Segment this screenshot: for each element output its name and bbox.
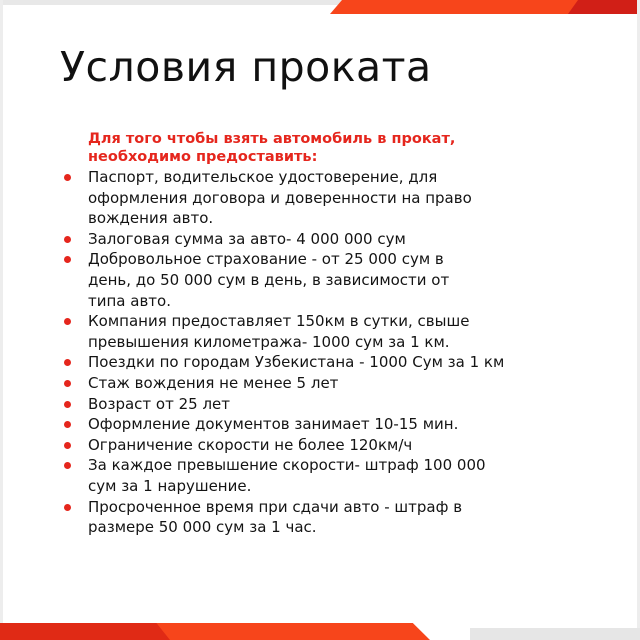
intro-line: необходимо предоставить:	[88, 149, 318, 165]
term-line: Добровольное страхование - от 25 000 сум в	[88, 250, 444, 269]
term-line: Поездки по городам Узбекистана - 1000 Сум за 1 км	[88, 353, 505, 372]
bullet-dot	[64, 318, 71, 325]
term-line: Просроченное время при сдачи авто - штраф в	[88, 497, 463, 516]
bullet-dot	[64, 236, 71, 243]
term-line: сум за 1 нарушение.	[88, 476, 252, 495]
term-line: Паспорт, водительское удостоверение, для	[88, 168, 438, 186]
page-title: Условия проката	[60, 43, 432, 91]
bullet-dot	[64, 380, 71, 387]
intro-text	[88, 130, 558, 166]
term-driving-experience	[60, 373, 605, 394]
bullet-dot	[64, 256, 71, 263]
term-line: Компания предоставляет 150км в сутки, свыше	[88, 312, 470, 331]
term-speed-limit	[60, 435, 605, 456]
bullet-dot	[64, 504, 71, 511]
bullet-dot	[64, 421, 71, 428]
term-late-return-fine	[60, 497, 605, 538]
terms-list	[60, 167, 605, 538]
intro-line: Для того чтобы взять автомобиль в прокат,	[88, 131, 456, 147]
term-line: вождения авто.	[88, 209, 214, 228]
term-line: Оформление документов занимает 10-15 мин.	[88, 415, 459, 434]
term-line: превышения километража- 1000 сум за 1 км.	[88, 332, 450, 351]
bullet-dot	[64, 442, 71, 449]
term-paperwork-time	[60, 414, 605, 435]
term-insurance	[60, 249, 605, 311]
term-line: размере 50 000 сум за 1 час.	[88, 518, 317, 537]
bullet-dot	[64, 359, 71, 366]
bullet-dot	[64, 462, 71, 469]
bottom-grey-strip	[470, 628, 640, 640]
term-deposit	[60, 229, 605, 250]
term-intercity-trips	[60, 352, 605, 373]
term-line: типа авто.	[88, 291, 171, 310]
term-speeding-fine	[60, 455, 605, 496]
term-line: Залоговая сумма за авто- 4 000 000 сум	[88, 229, 406, 248]
term-line: день, до 50 000 сум в день, в зависимости от	[88, 270, 450, 289]
term-age	[60, 394, 605, 415]
term-line: За каждое превышение скорости- штраф 100 000	[88, 456, 486, 475]
bottom-accent-stripe-dark	[0, 623, 170, 640]
term-line: Стаж вождения не менее 5 лет	[88, 373, 339, 392]
term-line: Возраст от 25 лет	[88, 394, 231, 413]
bullet-dot	[64, 174, 71, 181]
bullet-dot	[64, 401, 71, 408]
term-mileage	[60, 311, 605, 352]
top-accent-stripe-dark	[568, 0, 640, 14]
left-edge-line	[0, 0, 3, 640]
term-line: Ограничение скорости не более 120км/ч	[88, 435, 413, 454]
term-line: оформления договора и доверенности на право	[88, 188, 472, 207]
term-passport-license	[60, 167, 605, 229]
